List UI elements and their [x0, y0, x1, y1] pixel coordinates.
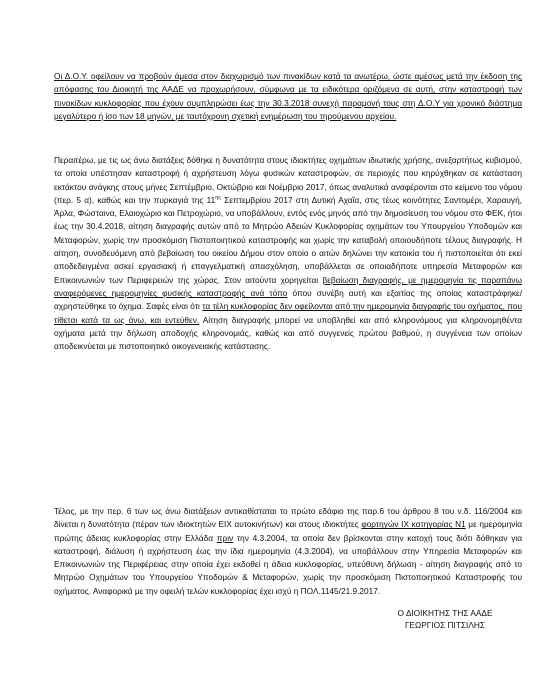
- ordinal-superscript: ης: [215, 195, 221, 202]
- paragraph-trucks-n1: [54, 505, 522, 598]
- paragraph-2-underlined-fees: τα τέλη κυκλοφορίας δεν οφείλονται από την ημερομηνία διαγραφής του οχήματος, που τίθεται κατά τα ως άνω, και εντεύθεν.: [54, 301, 522, 325]
- paragraph-plates-separation: [54, 70, 522, 123]
- signature-name: ΓΕΩΡΓΙΟΣ ΠΙΤΣΙΛΗΣ: [404, 620, 486, 630]
- paragraph-3-underlined-before: πριν: [216, 532, 234, 543]
- paragraph-vehicle-deregistration: [54, 154, 522, 353]
- paragraph-3-part-1: Τέλος, με την περ. 6 των ως άνω διατάξεων αντικαθίσταται το πρώτο εδάφιο της παρ.6 του άρθρου 8 του ν.δ. 116/2004 και δίνεται η δυνατότητα (πέραν των ιδιοκτητών ΕΙΧ αυτοκινήτων) και στους ιδιοκτήτες: [54, 506, 522, 530]
- paragraph-3-underlined-trucks: φορτηγών ΙΧ κατηγορίας Ν1: [361, 519, 466, 530]
- paragraph-2-underlined-certificate: βεβαίωση διαγραφής, με ημερομηνία τις παραπάνω αναφερόμενες ημερομηνίες φυσικής καταστροφής ανά τόπο: [54, 274, 522, 298]
- paragraph-3-part-3: την 4.3.2004, τα οποία δεν βρίσκονται στην κατοχή τους διότι δόθηκαν για καταστροφή, διάλυση ή αχρήστευση έως την ίδια ημερομηνία (4.3.2004), να υποβάλλουν στην Υπηρεσία Μεταφορών και Επικοινωνιών της Περιφέρειας στην οποία έχει εκδοθεί η άδεια κυκλοφορίας, υπεύθυνη δήλωση - αίτηση διαγραφής από το Μητρώο Οχημάτων του Υπουργείου Υποδομών & Μεταφορών, χωρίς την προσκόμιση Πιστοποιητικού Καταστροφής του οχήματος. Αναφορικά με την οφειλή τελών κυκλοφορίας έχει ισχύ η ΠΟΛ.1145/21.9.2017.: [54, 532, 522, 596]
- paragraph-3-part-2: με ημερομηνία πρώτης άδειας κυκλοφορίας στην Ελλάδα: [54, 519, 523, 543]
- paragraph-2-part-3: όπου συνέβη αυτή και εξαιτίας της οποίας καταστράφηκε/αχρηστεύθηκε το όχημα. Σαφές είναι ότι: [54, 287, 523, 312]
- paragraph-2-part-2: Σεπτεμβρίου 2017 στη Δυτική Αχαΐα, στις τέως κοινότητες Σαντομέρι, Χαραυγή, Άρλα, Φώσταινα, Ελαιοχώριο και Πετροχώριο, να υποβάλλουν, εντός ενός μηνός από την δημοσίευση του νόμου στο ΦΕΚ, ήτοι έως την 30.4.2018, αίτηση διαγραφής αυτών από το Μητρώο Αδειών Κυκλοφορίας οχημάτων του Υπουργείου Υποδομών και Μεταφορών, χωρίς την προσκόμιση Πιστοποιητικού καταστροφής και χωρίς την καταβολή οποιουδήποτε τέλους διαγραφής. Η αίτηση, συνοδευόμενη από βεβαίωση του οικείου Δήμου στον οποίο ο αιτών δηλώνει την κατοικία του ή πιστοποιείται ότι εκεί αποδεδειγμένα ασκεί εργασιακή ή επαγγελματική απασχόληση, υποβάλλεται σε οποιαδήποτε υπηρεσία Μεταφορών και Επικοινωνιών των Περιφερειών της χώρας. Στον αιτούντα χορηγείται: [54, 194, 522, 285]
- paragraph-2-part-1: Περαιτέρω, με τις ως άνω διατάξεις δόθηκε η δυνατότητα στους ιδιοκτήτες οχημάτων ιδιωτικής χρήσης, ανεξαρτήτως κυβισμού, τα οποία υπέστησαν καταστροφή ή αχρήστευση λόγω φυσικών καταστροφών, σε περιοχές που κηρύχθηκαν σε κατάσταση εκτάκτου ανάγκης στους μήνες Σεπτέμβριο, Οκτώβριο και Νοέμβριο 2017, όπως αναλυτικά αναφέρονται στο κείμενο του νόμου (περ. 5 α), καθώς και την πυρκαγιά της 11: [54, 155, 522, 205]
- signature-role: Ο ΔΙΟΙΚΗΤΗΣ ΤΗΣ ΑΑΔΕ: [397, 608, 493, 618]
- signature-block: [370, 607, 520, 631]
- paragraph-1-text: Οι Δ.Ο.Υ. οφείλουν να προβούν άμεσα στον διαχωρισμό των πινακίδων κατά τα ανωτέρω, ώστε αμέσως μετά την έκδοση της απόφασης του Διοικητή της ΑΑΔΕ να προχωρήσουν, σύμφωνα με τα ειδικότερα οριζόμενα σε αυτή, στην καταστροφή των πινακίδων κυκλοφορίας που έχουν συμπληρώσει έως την 30.3.2018 συνεχή παραμονή τους στη Δ.Ο.Υ για χρονικό διάστημα μεγαλύτερο ή ίσο των 18 μηνών, με ταυτόχρονη σχετική ενημέρωση του τηρούμενου αρχείου.: [54, 71, 522, 121]
- paragraph-2-part-4: Αίτηση διαγραφής μπορεί να υποβληθεί και από κληρονόμους για κληρονομηθέντα οχήματα μετά την δήλωση αποδοχής κληρονομιάς, καθώς και από συγγενείς πρώτου βαθμού, η συγγένεια των οποίων αποδεικνύεται με πιστοποιητικό οικογενειακής κατάστασης.: [54, 314, 523, 352]
